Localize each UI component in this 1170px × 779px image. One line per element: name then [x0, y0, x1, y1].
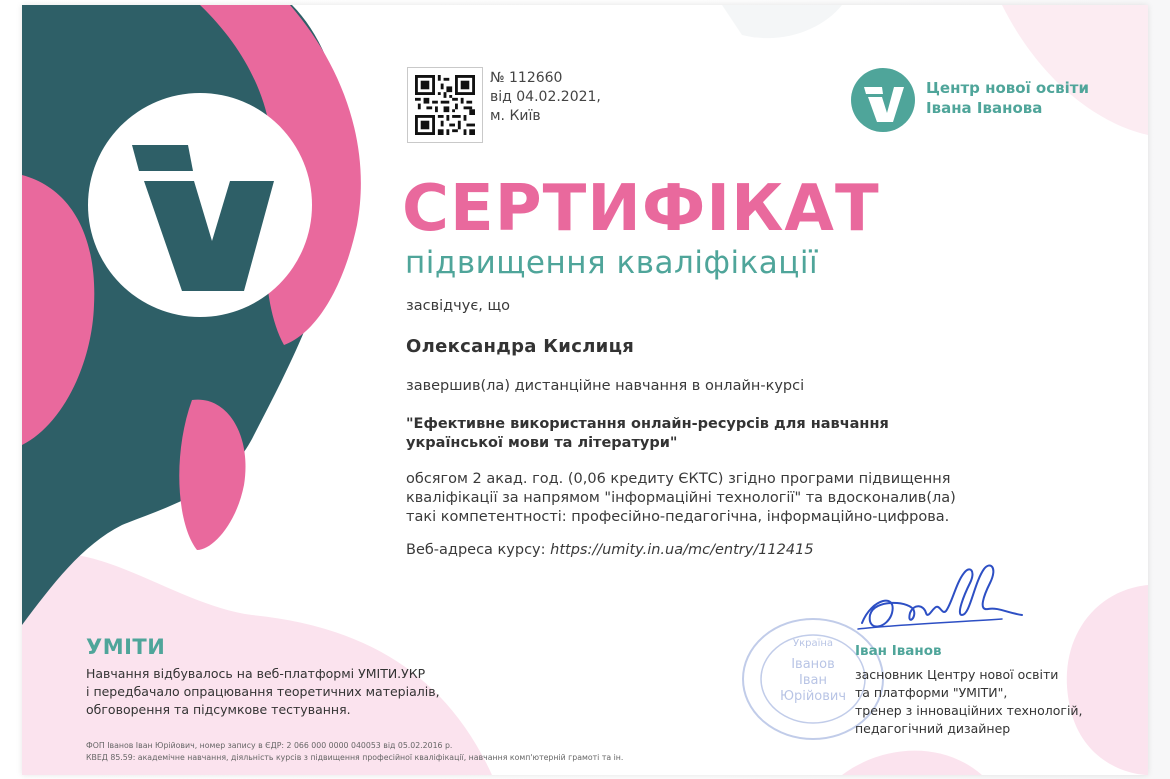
signer-role-line: педагогічний дизайнер: [855, 721, 1011, 736]
checkmark-v-logo-icon: [850, 67, 916, 133]
stamp-line: Юрійович: [779, 689, 847, 704]
scope-line: кваліфікації за напрямом "інформаційні технології" та вдосконалив(ла): [406, 490, 956, 506]
platform-note-line: Навчання відбувалось на веб-платформі УМІТИ.УКР: [86, 666, 426, 681]
organization-name: [926, 78, 1089, 118]
certificate-meta: [490, 69, 601, 126]
platform-note-line: і передбачало опрацювання теоретичних матеріалів,: [86, 684, 440, 699]
course-title-line: української мови та літератури": [406, 435, 678, 451]
signer-role-line: засновник Центру нової освіти: [855, 667, 1059, 682]
certificate-subtitle: підвищення кваліфікації: [405, 245, 819, 281]
qr-code[interactable]: [407, 67, 483, 143]
recipient-name: Олександра Кислиця: [406, 336, 635, 357]
course-scope: [406, 470, 956, 527]
legal-footer: [86, 740, 623, 764]
certificate-date: від 04.02.2021,: [490, 89, 601, 105]
organization-name-line: Івана Іванова: [926, 99, 1043, 117]
course-title-line: "Ефективне використання онлайн-ресурсів для навчання: [406, 416, 889, 432]
certificate-number: № 112660: [490, 70, 563, 86]
signer-role: [855, 666, 1083, 738]
scope-line: обсягом 2 акад. год. (0,06 кредиту ЄКТС) згідно програми підвищення: [406, 471, 951, 487]
platform-note: [86, 665, 440, 719]
course-title: [406, 415, 889, 453]
stamp-line: Іван: [799, 673, 827, 688]
certificate-city: м. Київ: [490, 108, 541, 124]
completion-text: завершив(ла) дистанційне навчання в онлайн-курсі: [406, 378, 805, 394]
certificate-sheet: [22, 5, 1148, 775]
certifies-text: засвідчує, що: [406, 298, 511, 314]
qr-code-icon: [415, 75, 475, 135]
course-url-link[interactable]: https://umity.in.ua/mc/entry/112415: [550, 542, 814, 558]
signer-role-line: та платформи "УМІТИ",: [855, 685, 1008, 700]
legal-line: ФОП Іванов Іван Юрійович, номер запису в ЄДР: 2 066 000 0000 040053 від 05.02.2016 р.: [86, 741, 453, 750]
course-url-line: [406, 541, 814, 560]
signer-name: Іван Іванов: [855, 643, 942, 659]
platform-note-line: обговорення та підсумкове тестування.: [86, 702, 351, 717]
signer-role-line: тренер з інноваційних технологій,: [855, 703, 1083, 718]
handwritten-signature: [852, 553, 1032, 643]
platform-brand: УМІТИ: [86, 635, 166, 659]
organization-name-line: Центр нової освіти: [926, 79, 1089, 97]
stamp-line: Іванов: [791, 657, 835, 672]
scope-line: такі компетентності: професійно-педагогічна, інформаційно-цифрова.: [406, 509, 950, 525]
course-url-label: Веб-адреса курсу:: [406, 542, 546, 558]
certificate-title: СЕРТИФІКАТ: [402, 172, 880, 246]
stamp-ring-text: Україна: [792, 638, 834, 649]
legal-line: КВЕД 85.59: академічне навчання, діяльність курсів з підвищення професійної кваліфікації, навчання комп'ютерній грамоті та ін.: [86, 753, 624, 762]
